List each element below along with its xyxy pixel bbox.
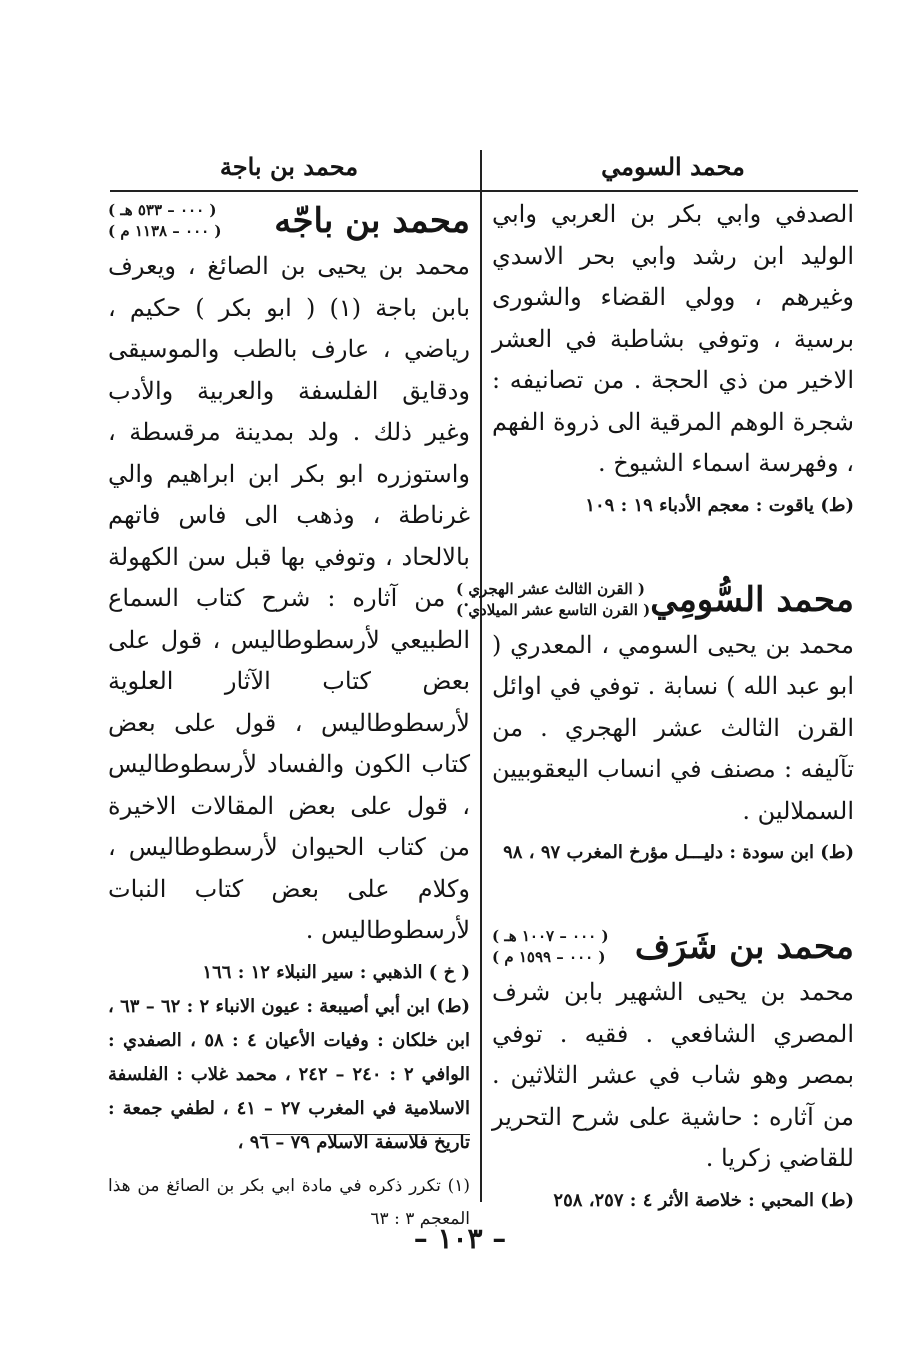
entry-text-bajja: محمد بن يحيى بن الصائغ ، ويعرف بابن باجة (١) ( ابو بكر ) حكيم ، رياضي ، عارف بالطب والموسيقى ودقايق الفلسفة والعربية والأدب وغير ذلك . ولد بمدينة مرقسطة ، واستوزره ابو بكر ابن ابراهيم والي غرناطة ، وذهب الى فاس فاتهم بالالحاد ، وتوفي بها قبل سن الكهولة . من آثاره : شرح كتاب السماع الطبيعي لأرسطوطاليس ، قول على بعض كتاب الآثار العلوية لأرسطوطاليس ، قول على بعض كتاب الكون والفساد لأرسطوطاليس ، قول على بعض المقالات الاخيرة من كتاب الحيوان لأرسطوطاليس ، وكلام على بعض كتاب النبات لأرسطوطاليس .: [108, 252, 470, 944]
entry-dates-sharaf: [492, 926, 609, 968]
date-miladi: ( ٠٠٠ – ١٥٩٩ م ): [492, 948, 606, 966]
page-number: – ١٠٣ –: [413, 1222, 507, 1255]
footnote: (١) تكرر ذكره في مادة ابي بكر بن الصائغ من هذا المعجم ٣ : ٦٣: [108, 1175, 470, 1229]
entry-reference-sawmi: (ط) ابن سودة : دليـــل مؤرخ المغرب ٩٧ ، ٩٨: [503, 842, 854, 863]
date-miladi: ( القرن التاسع عشر الميلادي ): [456, 600, 651, 619]
entry-reference-sharaf: (ط) المحبي : خلاصة الأثر ٤ : ٢٥٧، ٢٥٨: [553, 1189, 854, 1211]
entry-reference-kh: ( خ ) الذهبي : سير النبلاء ١٢ : ١٦٦: [202, 961, 470, 983]
entry-dates-sawmi: [456, 579, 650, 621]
entry-header-sharaf: [492, 926, 854, 968]
date-hijri: ( ٠٠٠ – ٥٣٣ هـ ): [108, 201, 217, 219]
column-divider: [480, 150, 482, 1202]
date-hijri: ( ٠٠٠ – ١٠٠٧ هـ ): [492, 927, 609, 945]
continuation-reference: (ط) ياقوت : معجم الأدباء ١٩ : ١٠٩: [585, 494, 854, 516]
entry-header-sawmi: [456, 579, 854, 621]
entry-text-sharaf: محمد بن يحيى الشهير بابن شرف المصري الشافعي . فقيه . توفي بمصر وهو شاب في عشر الثلاثين . من آثاره : حاشية على شرح التحرير للقاضي زكريا .: [492, 978, 854, 1172]
date-hijri: ( القرن الثالث عشر الهجري ): [456, 579, 646, 598]
right-column: [456, 148, 854, 1218]
entry-dates-bajja: [108, 200, 222, 242]
entry-header-bajja: [108, 200, 470, 242]
entry-name-bajja: محمد بن باجّه: [274, 201, 470, 241]
running-head-right: محمد السومي: [601, 152, 745, 181]
continuation-text: الصدفي وابي بكر بن العربي وابي الوليد ابن رشد وابي بحر الاسدي وغيرهم ، وولي القضاء والشورى برسية ، وتوفي بشاطبة في العشر الاخير من ذي الحجة . من تصانيفه : شجرة الوهم المرقية الى ذروة الفهم ، وفهرسة اسماء الشيوخ .: [492, 200, 854, 477]
entry-reference-t: (ط) ابن أبي أصيبعة : عيون الانباء ٢ : ٦٢ – ٦٣ ، ابن خلكان : وفيات الأعيان ٤ : ٥٨ ، الصفدي : الوافي ٢ : ٢٤٠ – ٢٤٢ ، محمد غلاب : الفلسفة الاسلامية في المغرب ٢٧ – ٤١ ، لطفي جمعة : تاريخ فلاسفة الاسلام ٧٩ – ٩٦ ،: [108, 995, 471, 1153]
entry-text-sawmi: محمد بن يحيى السومي ، المعدري ( ابو عبد الله ) نسابة . توفي في اوائل القرن الثالث عشر الهجري . من تآليفه : مصنف في انساب اليعقوبيين السملالين .: [492, 630, 854, 825]
left-column: [108, 148, 470, 1236]
entry-name-sawmi: محمد السُّومِي: [650, 579, 854, 620]
entry-name-sharaf: محمد بن شَرَف: [634, 927, 854, 967]
date-miladi: ( ٠٠٠ – ١١٣٨ م ): [108, 222, 222, 240]
running-head-left: محمد بن باجة: [219, 152, 359, 181]
